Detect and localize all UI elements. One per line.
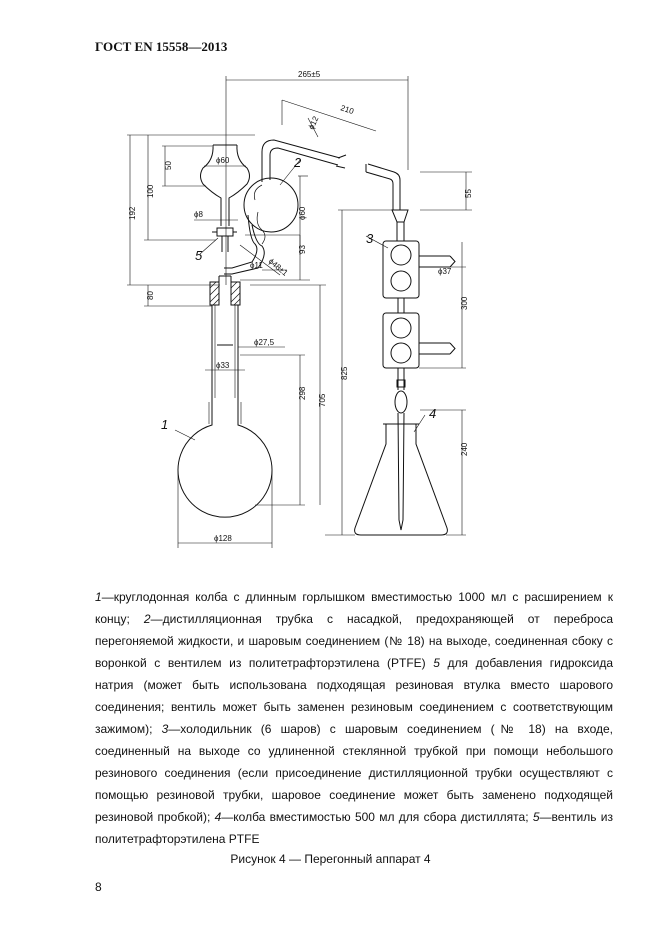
legend-text-3: —холодильник (6 шаров) с шаровым соединением (№ 18) на входе, соединенный на выходе со удлиненной стеклянной трубкой при помощи небольшого резинового соединения (если присоединение дистилляционной трубки осуществляют с помощью резиновой трубки, шаровое соединение может быть заменено подходящей резиновой пробкой);	[95, 722, 613, 824]
dim-12: ϕ12	[306, 114, 321, 131]
round-bottom-flask	[178, 305, 272, 517]
legend-text-5: —вентиль из политетрафторэтилена PTFE	[95, 810, 613, 846]
dim-825: 825	[340, 366, 349, 380]
dim-33: ϕ33	[216, 361, 230, 370]
dim-11: ϕ11	[250, 261, 263, 270]
dim-210: 210	[339, 103, 355, 117]
legend-text-5a: для добавления гидроксида натрия (может быть использована подходящая резиновая втулка вместо шарового соединения; вентиль может быть заменен резиновым соединением с соответствующим зажимом);	[95, 656, 613, 736]
part-label-2: 2	[294, 155, 302, 170]
dim-37: ϕ37	[438, 267, 452, 276]
dim-705: 705	[318, 393, 327, 407]
legend-num-3: 3	[161, 722, 169, 736]
legend-num-4: 4	[214, 810, 222, 824]
dim-50: 50	[164, 161, 173, 170]
dim-100: 100	[146, 184, 155, 198]
legend-text-2: —дистилляционная трубка с насадкой, предохраняющей от переброса перегоняемой жидкости, и шаровым соединением (№ 18) на выходе, соединенная сбоку с воронкой с вентилем из политетрафторэтилена (PTFE)	[95, 612, 613, 670]
legend-num-5a: 5	[433, 656, 440, 670]
dim-93: 93	[298, 245, 307, 254]
dim-27: ϕ27,5	[254, 338, 275, 347]
dim-80: 80	[146, 291, 155, 300]
part-label-5: 5	[195, 248, 203, 263]
dim-300: 300	[460, 296, 469, 310]
part-label-1: 1	[161, 417, 169, 432]
dim-265: 265±5	[298, 70, 321, 79]
dim-60b: ϕ60	[298, 206, 307, 220]
dim-8: ϕ8	[194, 210, 203, 219]
dim-192: 192	[128, 206, 137, 220]
part-label-4: 4	[429, 406, 437, 421]
dim-298: 298	[298, 386, 307, 400]
legend-num-5: 5	[532, 810, 540, 824]
dim-128: ϕ128	[214, 534, 232, 543]
distillation-head	[224, 140, 346, 274]
condenser	[366, 164, 455, 530]
legend-text-4: —колба вместимостью 500 мл для сбора дистиллята;	[221, 810, 533, 824]
figure-title: Рисунок 4 — Перегонный аппарат 4	[230, 852, 431, 866]
erlenmeyer-flask	[355, 424, 448, 535]
figure-legend	[95, 586, 613, 850]
part-label-3: 3	[366, 231, 374, 246]
document-header: ГОСТ EN 15558—2013	[95, 39, 228, 54]
legend-num-1: 1	[95, 590, 102, 604]
legend-num-2: 2	[143, 612, 151, 626]
dim-48: ϕ48±1	[266, 256, 290, 278]
legend-text-1: —круглодонная колба с длинным горлышком вместимостью 1000 мл с расширением к концу;	[95, 590, 613, 626]
dim-240: 240	[460, 442, 469, 456]
rubber-sleeve	[210, 276, 240, 305]
page-number: 8	[95, 880, 102, 894]
dim-60a: ϕ60	[216, 156, 230, 165]
dim-55: 55	[464, 189, 473, 198]
